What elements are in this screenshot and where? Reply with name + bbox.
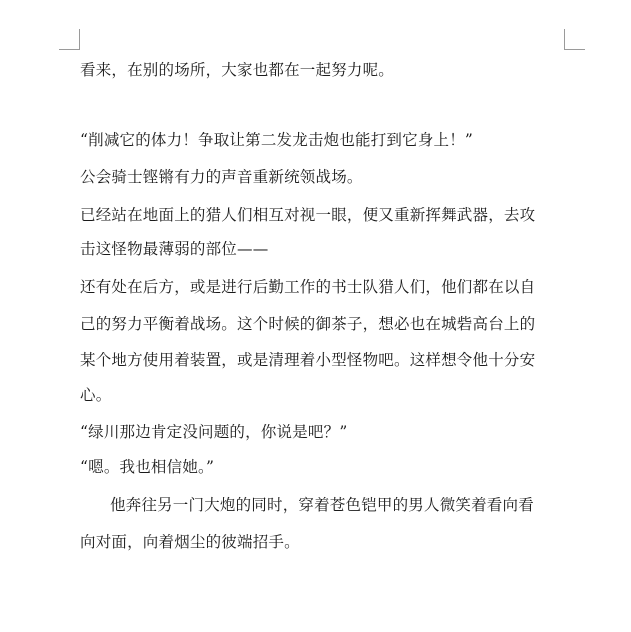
paragraph-line: “绿川那边肯定没问题的，你说是吧？” [80,423,348,441]
paragraph-line: 己的努力平衡着战场。这个时候的御茶子，想必也在城砦高台上的 [80,315,536,333]
paragraph-line: 还有处在后方，或是进行后勤工作的书士队猎人们，他们都在以自 [80,278,536,296]
paragraph-line: 心。 [80,386,112,404]
crop-mark-top-left [59,29,80,50]
paragraph-line: “嗯。我也相信她。” [80,458,215,476]
crop-mark-top-right [564,29,585,50]
paragraph-line: 已经站在地面上的猎人们相互对视一眼，便又重新挥舞武器，去攻 [80,206,536,224]
paragraph-line: “削减它的体力！争取让第二发龙击炮也能打到它身上！” [80,131,474,149]
paragraph-line: 公会骑士铿锵有力的声音重新统领战场。 [80,168,363,186]
paragraph-line: 看来，在别的场所，大家也都在一起努力呢。 [80,61,395,79]
paragraph-line: 他奔往另一门大炮的同时，穿着苍色铠甲的男人微笑着看向看 [110,496,534,514]
paragraph-line: 击这怪物最薄弱的部位—— [80,240,269,258]
paragraph-line: 某个地方使用着装置，或是清理着小型怪物吧。这样想令他十分安 [80,351,536,369]
paragraph-line: 向对面，向着烟尘的彼端招手。 [80,533,300,551]
